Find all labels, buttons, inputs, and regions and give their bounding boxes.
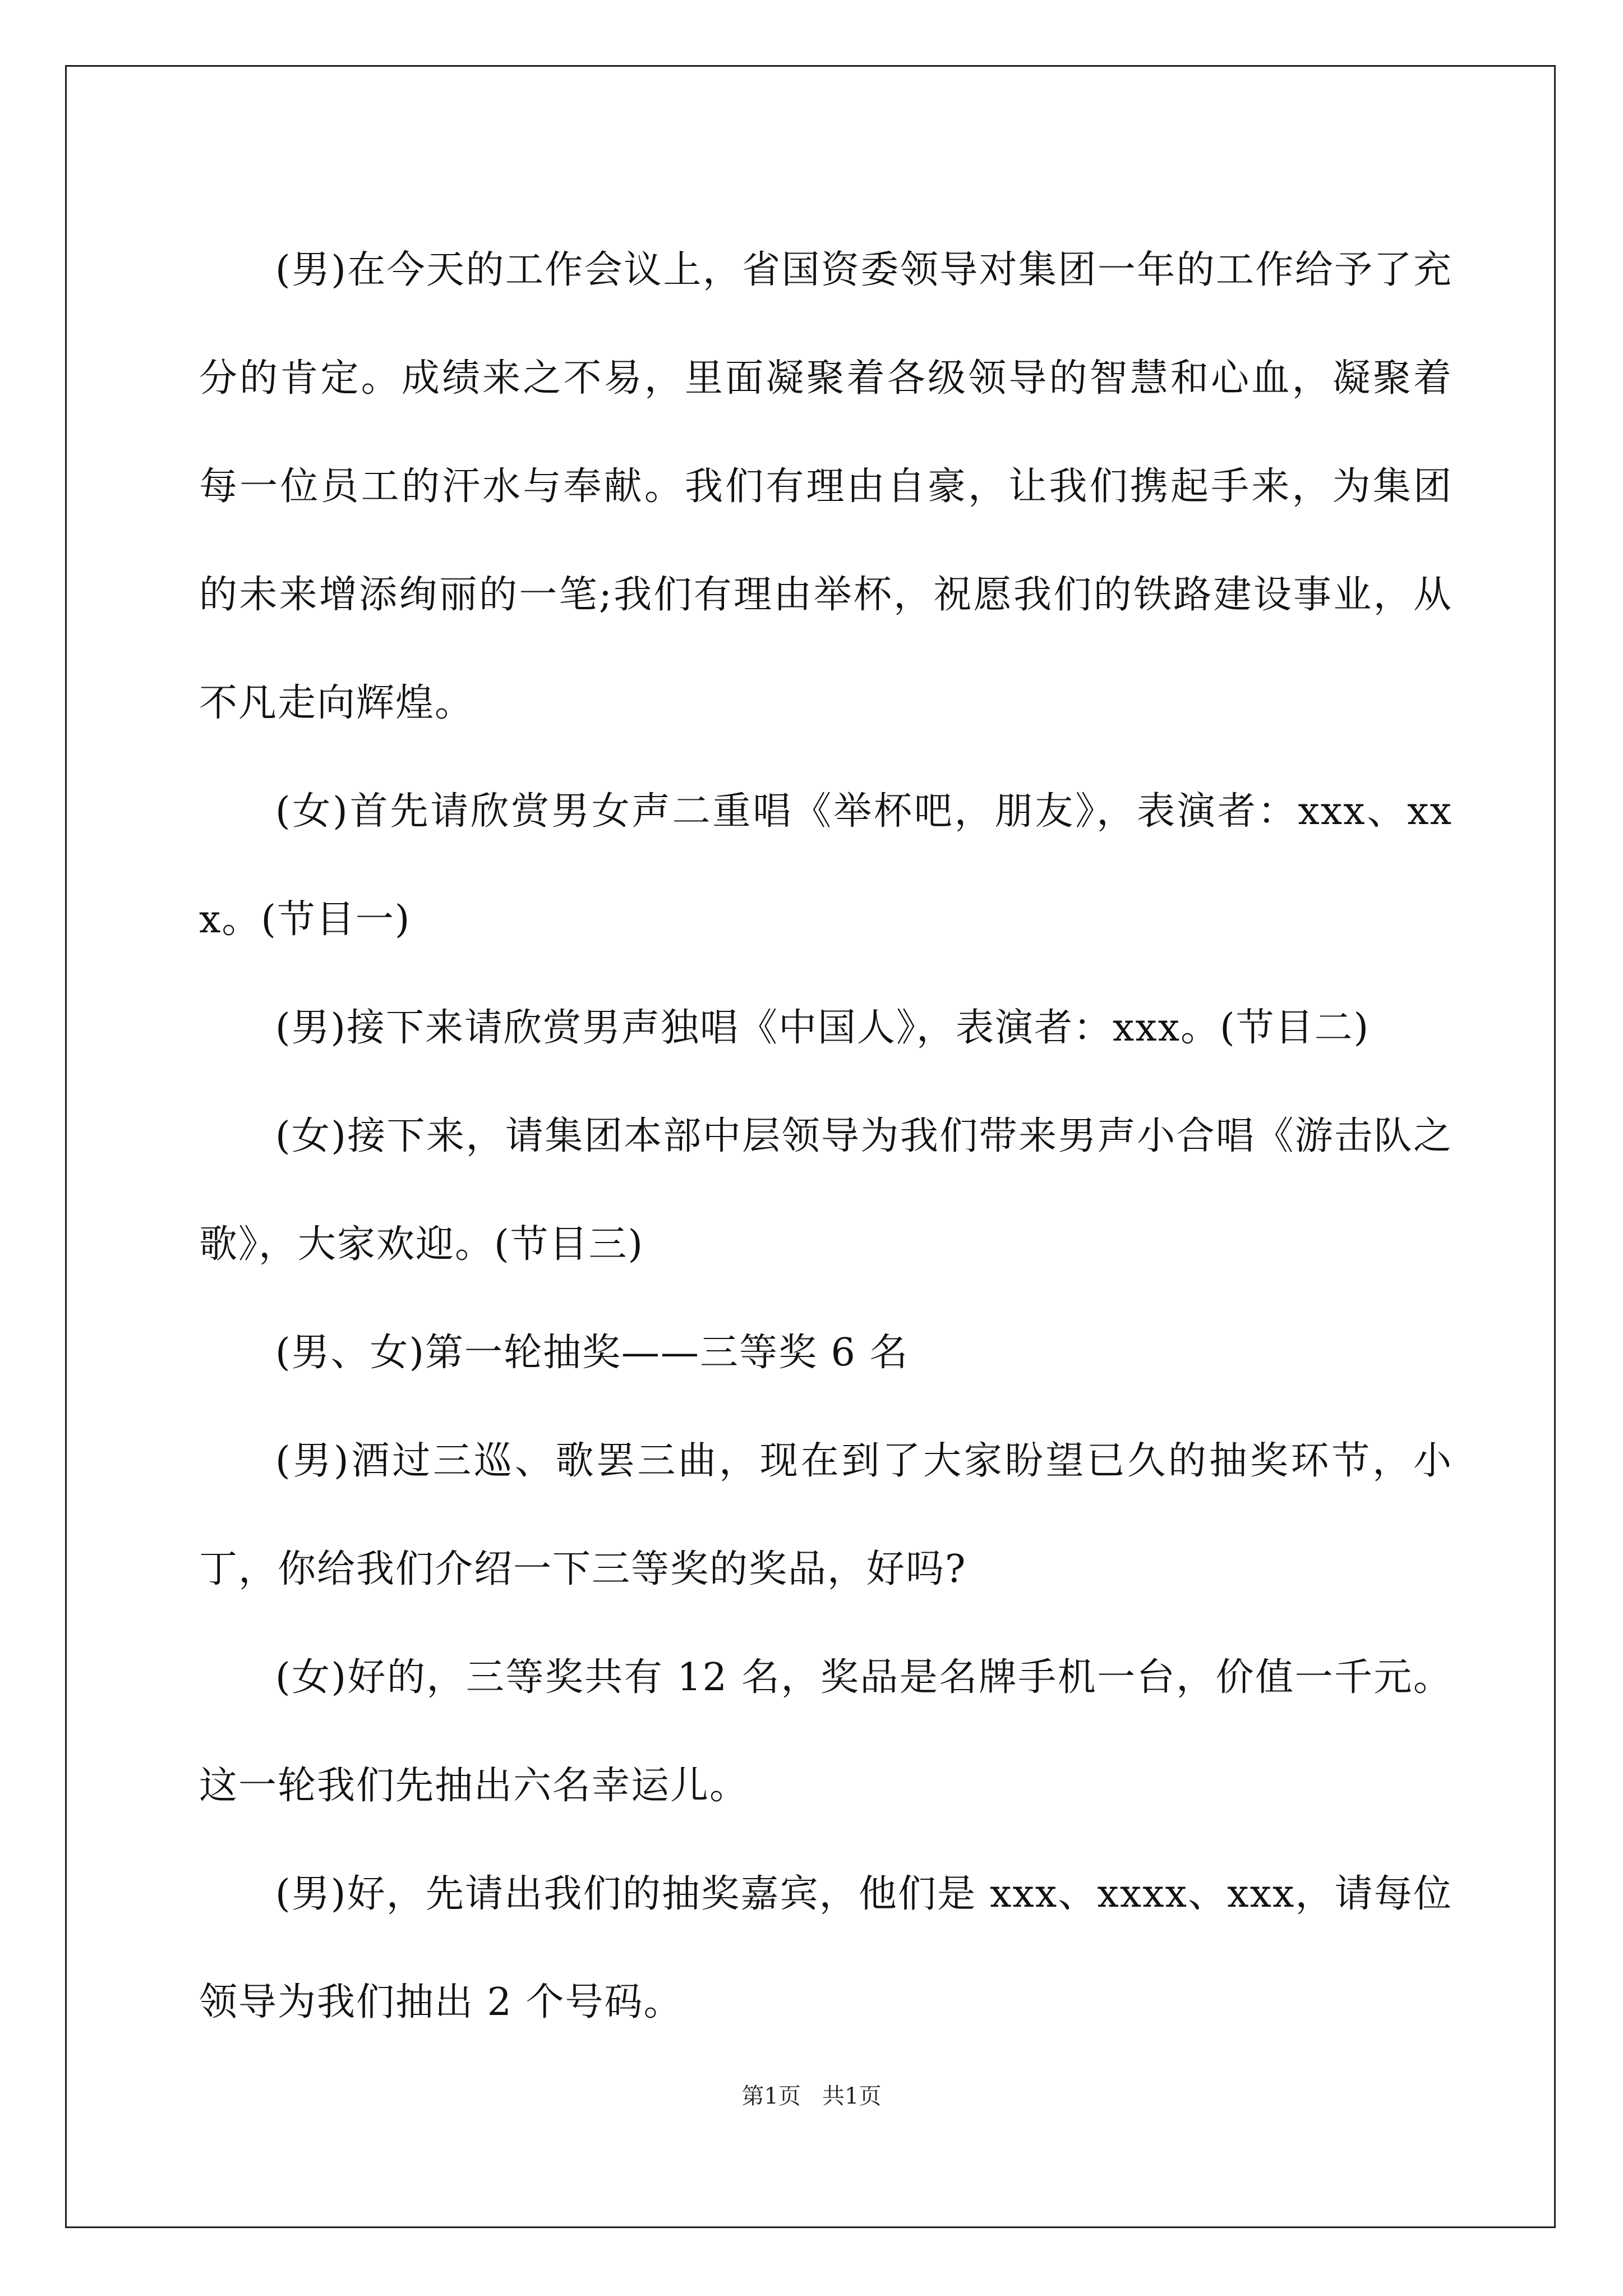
- paragraph-6: (男)酒过三巡、歌罢三曲，现在到了大家盼望已久的抽奖环节，小丁，你给我们介绍一下三等奖的奖品，好吗?: [199, 1439, 1453, 1591]
- paragraph-8: (男)好，先请出我们的抽奖嘉宾，他们是 xxx、xxxx、xxx，请每位领导为我们抽出 2 个号码。: [199, 1872, 1453, 2024]
- paragraph-2: (女)首先请欣赏男女声二重唱《举杯吧，朋友》，表演者：xxx、xxx。(节目一): [199, 789, 1453, 942]
- paragraph-4: (女)接下来，请集团本部中层领导为我们带来男声小合唱《游击队之歌》，大家欢迎。(节目三): [199, 1114, 1453, 1267]
- paragraph-5: (男、女)第一轮抽奖——三等奖 6 名: [275, 1331, 909, 1375]
- page-footer: 第1页 共1页: [741, 2083, 882, 2109]
- paragraph-7: (女)好的，三等奖共有 12 名，奖品是名牌手机一台，价值一千元。这一轮我们先抽出六名幸运儿。: [199, 1655, 1453, 1808]
- paragraph-3: (男)接下来请欣赏男声独唱《中国人》，表演者：xxx。(节目二): [275, 1006, 1370, 1050]
- document-body: [199, 216, 1453, 2056]
- paragraph-1: (男)在今天的工作会议上，省国资委领导对集团一年的工作给予了充分的肯定。成绩来之不易，里面凝聚着各级领导的智慧和心血，凝聚着每一位员工的汗水与奉献。我们有理由自豪，让我们携起手来，为集团的未来增添绚丽的一笔;我们有理由举杯，祝愿我们的铁路建设事业，从不凡走向辉煌。: [199, 248, 1453, 725]
